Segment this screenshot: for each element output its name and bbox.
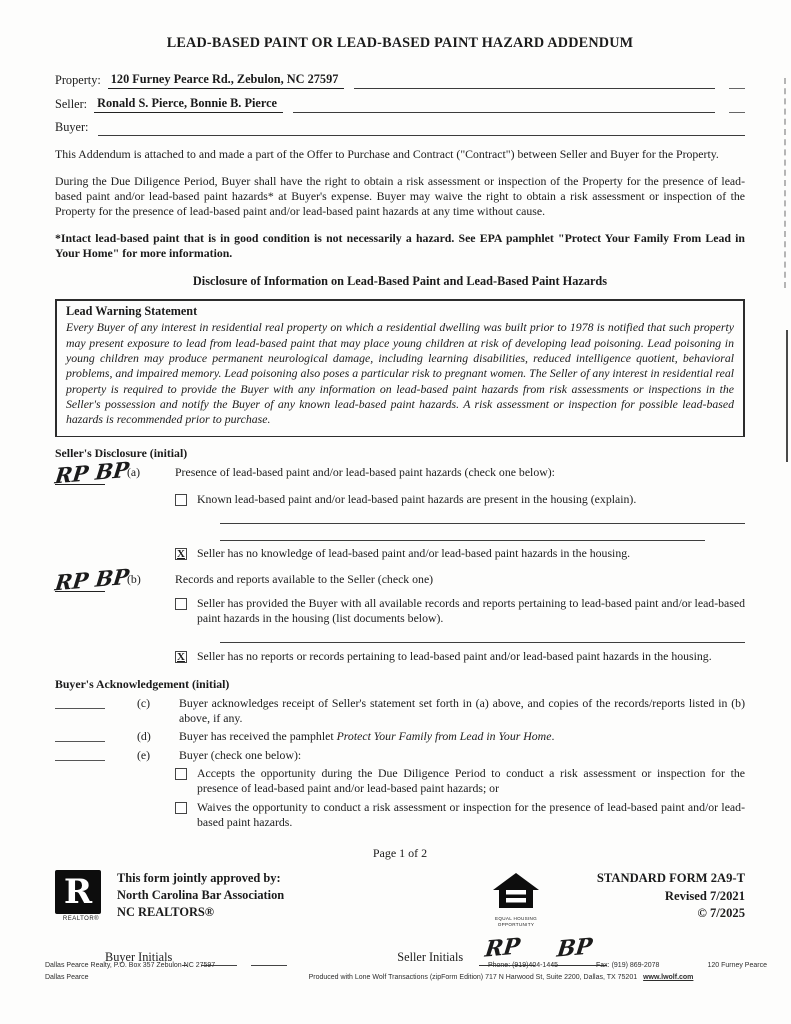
option-waives-label: Waives the opportunity to conduct a risk assessment or inspection for the presence of lead-based paint and/or lead-based paint hazards.: [197, 799, 745, 830]
realtor-logo: [55, 870, 107, 924]
option-accepts: [175, 766, 745, 797]
fine-print: [45, 961, 767, 982]
scan-artifact-dashed-edge: [784, 78, 786, 288]
checkbox-no-records[interactable]: X: [175, 651, 187, 663]
buyer-field: [55, 120, 745, 136]
standard-form-copyright: © 7/2025: [697, 906, 745, 921]
agent-name: Dallas Pearce: [45, 973, 89, 981]
lwolf-link[interactable]: www.lwolf.com: [643, 973, 694, 981]
pamphlet-title: Protect Your Family from Lead in Your Home: [336, 729, 552, 744]
office-address: Dallas Pearce Realty, P.O. Box 357 Zebulon NC 27597: [45, 961, 216, 969]
scan-artifact-dash: [729, 79, 745, 89]
item-label-d: (d): [137, 729, 151, 744]
approval-text: [117, 870, 284, 920]
seller-initials-handwritten-a: RP BP: [53, 456, 131, 489]
ack-row-d: [55, 729, 745, 744]
paragraph-intact-paint: *Intact lead-based paint that is in good condition is not necessarily a hazard. See EPA pamphlet "Protect Your Family From Lead in Your Home" for more information.: [55, 230, 745, 261]
realtor-logo-label: REALTOR®: [62, 916, 100, 923]
checkbox-accepts-assessment[interactable]: [175, 768, 187, 780]
equal-housing-logo: [486, 872, 546, 928]
seller-initials-handwritten-b: RP BP: [53, 563, 131, 595]
sellers-disclosure-heading: Seller's Disclosure (initial): [55, 445, 188, 460]
buyer-blank-line[interactable]: [98, 122, 745, 136]
seller-field: [55, 96, 745, 113]
equal-housing-label: EQUAL HOUSING OPPORTUNITY: [494, 916, 538, 928]
option-waives: [175, 800, 745, 831]
item-text-d: Buyer has received the pamphlet Protect Your Family from Lead in Your Home.: [179, 729, 555, 744]
seller-initials-area-a: [53, 456, 131, 489]
seller-label: Seller:: [55, 97, 88, 112]
item-label-a: (a): [127, 464, 141, 479]
seller-blank-line[interactable]: [293, 99, 715, 113]
option-known-present: [175, 492, 745, 507]
office-phone: Phone: (919)404-1445: [487, 961, 559, 969]
checkbox-waives-assessment[interactable]: [175, 802, 187, 814]
seller-value: Ronald S. Pierce, Bonnie B. Pierce: [94, 96, 283, 113]
property-value: 120 Furney Pearce Rd., Zebulon, NC 27597: [108, 72, 345, 89]
ack-row-e: [55, 748, 745, 763]
item-label-c: (c): [137, 695, 151, 710]
property-blank-line[interactable]: [354, 75, 715, 89]
buyer-initial-line-c[interactable]: [55, 696, 105, 709]
form-title: LEAD-BASED PAINT OR LEAD-BASED PAINT HAZARD ADDENDUM: [166, 35, 634, 51]
standard-form-block: [570, 870, 745, 923]
seller-initial-rp-handwritten: RP: [483, 933, 522, 964]
checkbox-records-provided[interactable]: [175, 598, 187, 610]
footer: [55, 870, 745, 928]
realtor-r-icon: R: [55, 870, 101, 914]
buyer-label: Buyer:: [55, 120, 89, 135]
office-fax: Fax: (919) 869-2078: [596, 961, 660, 969]
option-no-records-label: Seller has no reports or records pertaining to lead-based paint and/or lead-based paint hazards in the housing.: [197, 649, 712, 664]
approval-line-3: NC REALTORS®: [117, 904, 215, 919]
scan-artifact-dash: [729, 103, 745, 113]
option-no-records: [175, 649, 745, 664]
explain-blank-line-2[interactable]: [220, 524, 705, 541]
buyer-initial-line-e[interactable]: [55, 748, 105, 761]
property-label: Property:: [55, 73, 101, 88]
checkbox-known-hazards-present[interactable]: [175, 494, 187, 506]
file-reference: 120 Furney Pearce: [707, 961, 767, 969]
standard-form-revised: Revised 7/2021: [664, 888, 745, 903]
paragraph-due-diligence: During the Due Diligence Period, Buyer shall have the right to obtain a risk assessment or inspection of the Property for the presence of lead-based paint and/or lead-based paint hazards* at Buyer's expense. Buyer may waive the right to obtain a risk assessment or inspection of the Property for the presence of lead-based paint and/or lead-based paint hazards at any time without cause.: [55, 173, 745, 219]
explain-blank-line-1[interactable]: [220, 507, 745, 524]
disclosure-row-a: [53, 456, 745, 489]
seller-initial-bp-handwritten: BP: [555, 933, 594, 964]
lead-warning-body: Every Buyer of any interest in residential real property on which a residential dwelling was built prior to 1978 is notified that such property may present exposure to lead from lead-based paint that may place young children at risk of developing lead poisoning. Lead poisoning in young children may produce permanent neurological damage, including learning disabilities, reduced intelligence quotient, behavioral problems, and impaired memory. Lead poisoning also poses a particular risk to pregnant women. The Seller of any interest in residential real property is required to provide the Buyer with any information on lead-based paint hazards from risk assessments or inspections in the Seller's possession and notify the Buyer of any known lead-based paint hazards. A risk assessment or inspection for possible lead-based hazards is recommended prior to purchase.: [66, 320, 734, 427]
item-text-b: Records and reports available to the Seller (check one): [175, 571, 434, 586]
scan-artifact-line-edge: [786, 330, 788, 462]
lead-warning-box: [55, 299, 745, 436]
disclosure-heading: Disclosure of Information on Lead-Based Paint and Lead-Based Paint Hazards: [192, 274, 608, 289]
documents-blank-line[interactable]: [220, 626, 745, 643]
approval-line-1: This form jointly approved by:: [117, 871, 281, 886]
buyer-initials-label: Buyer Initials: [105, 950, 173, 965]
option-no-knowledge: [175, 546, 745, 561]
disclosure-row-b: [53, 563, 745, 596]
seller-initials-area-b: [53, 563, 131, 596]
standard-form-number: STANDARD FORM 2A9-T: [596, 871, 745, 886]
buyers-acknowledgement-heading: Buyer's Acknowledgement (initial): [55, 677, 230, 692]
checkbox-no-knowledge[interactable]: X: [175, 548, 187, 560]
seller-initials-label: Seller Initials: [397, 950, 464, 965]
item-text-a: Presence of lead-based paint and/or lead-based paint hazards (check one below):: [175, 464, 555, 479]
option-known-present-label: Known lead-based paint and/or lead-based paint hazards are present in the housing (explain).: [197, 491, 637, 506]
produced-with-text: Produced with Lone Wolf Transactions (zipForm Edition) 717 N Harwood St, Suite 2200, Dallas, TX 75201 www.lwolf.com: [308, 973, 694, 981]
option-records-provided-label: Seller has provided the Buyer with all available records and reports pertaining to lead-based paint and/or lead-based paint hazards in the housing (list documents below).: [197, 595, 745, 625]
page-indicator: Page 1 of 2: [372, 846, 428, 861]
option-no-knowledge-label: Seller has no knowledge of lead-based paint and/or lead-based paint hazards in the housing.: [197, 546, 631, 561]
buyer-initial-line-d[interactable]: [55, 729, 105, 742]
option-records-provided: [175, 596, 745, 627]
option-accepts-label: Accepts the opportunity during the Due Diligence Period to conduct a risk assessment or inspection for the presence of lead-based paint and/or lead-based paint hazards; or: [197, 766, 745, 796]
item-label-b: (b): [127, 571, 141, 586]
lead-warning-heading: Lead Warning Statement: [66, 304, 198, 319]
paragraph-addendum: This Addendum is attached to and made a part of the Offer to Purchase and Contract ("Contract") between Seller and Buyer for the Property.: [55, 147, 719, 162]
property-field: [55, 72, 745, 89]
approval-line-2: North Carolina Bar Association: [117, 887, 285, 902]
equal-housing-house-icon: [492, 872, 540, 912]
item-text-e: Buyer (check one below):: [179, 747, 302, 762]
item-label-e: (e): [137, 747, 151, 762]
item-text-c: Buyer acknowledges receipt of Seller's statement set forth in (a) above, and copies of the records/reports listed in (b) above, if any.: [179, 695, 745, 726]
ack-row-c: [55, 696, 745, 727]
